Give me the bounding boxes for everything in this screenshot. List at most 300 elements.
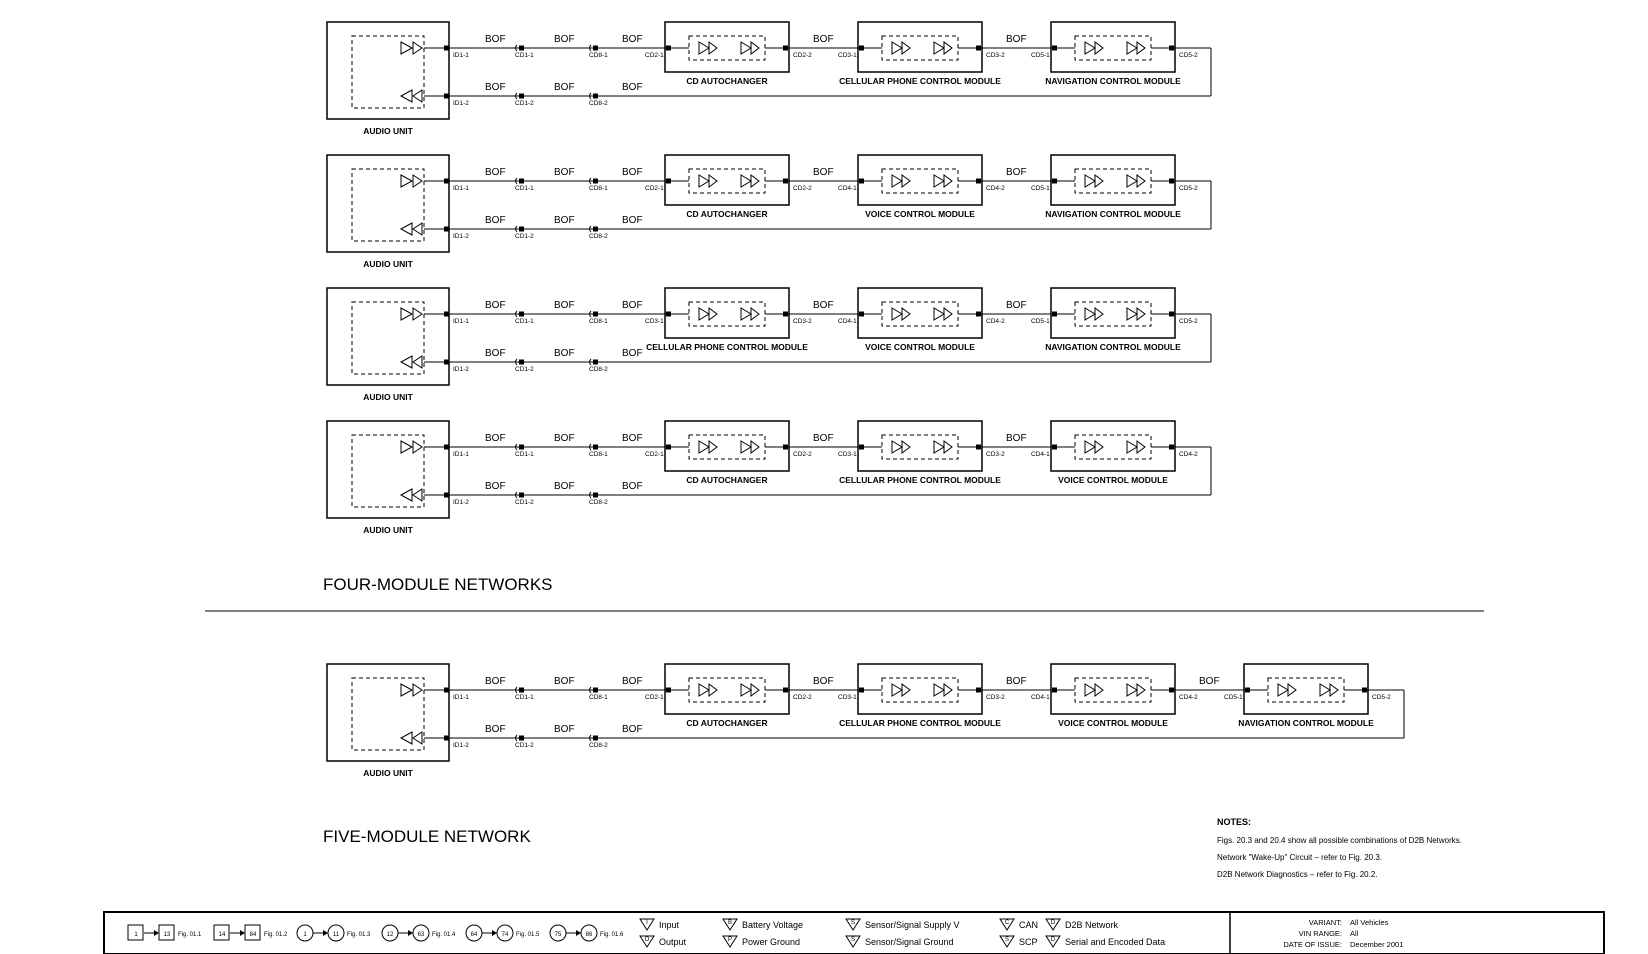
module-label: VOICE CONTROL MODULE (865, 342, 975, 352)
module-pin-in-label: CD5-1 (1031, 52, 1050, 59)
fig-ref-from: 1 (134, 932, 138, 938)
bof-label-top: BOF (485, 167, 506, 178)
module-pin-in-label: CD3-1 (838, 451, 857, 458)
fig-ref-to: 86 (585, 932, 593, 938)
signal-type-mark: S (1004, 937, 1010, 943)
receiver-icon (401, 732, 412, 744)
module-pin-out-label: CD4-2 (986, 185, 1005, 192)
module-pin-in-label: CD5-1 (1224, 694, 1243, 701)
bof-label-link: BOF (1006, 433, 1027, 444)
fig-ref-fig: Fig. 01.6 (600, 932, 624, 938)
arrow-right-icon (492, 930, 497, 936)
module-label: NAVIGATION CONTROL MODULE (1238, 718, 1374, 728)
module-frame (665, 155, 789, 205)
module-box (838, 155, 1005, 219)
module-pin-out (976, 312, 981, 317)
module-label: CELLULAR PHONE CONTROL MODULE (839, 76, 1001, 86)
audio-unit-pin-label-bottom: ID1-2 (453, 742, 469, 749)
module-label: NAVIGATION CONTROL MODULE (1045, 76, 1181, 86)
receiver-icon (892, 441, 902, 453)
connector-pin-label: CD1-1 (515, 318, 534, 325)
module-label: VOICE CONTROL MODULE (1058, 475, 1168, 485)
receiver-icon (413, 90, 422, 102)
bof-label-bottom: BOF (485, 724, 506, 735)
signal-type-label: Sensor/Signal Ground (865, 937, 954, 947)
bof-label-top: BOF (554, 433, 575, 444)
legend-bar (104, 912, 1604, 954)
receiver-icon (892, 175, 902, 187)
module-pin-out (783, 688, 788, 693)
module-inner-box (1075, 169, 1151, 193)
fig-ref-1 (128, 925, 202, 940)
module-pin-in-label: CD4-1 (838, 318, 857, 325)
receiver-icon (699, 175, 709, 187)
module-pin-in (1245, 688, 1250, 693)
notes-heading: NOTES: (1217, 817, 1252, 827)
fig-ref-to: 11 (332, 932, 340, 938)
module-pin-out (976, 688, 981, 693)
module-pin-in-label: CD4-1 (1031, 694, 1050, 701)
module-label: VOICE CONTROL MODULE (865, 209, 975, 219)
module-inner-box (689, 678, 765, 702)
transmitter-icon (934, 175, 944, 187)
module-inner-box (1075, 678, 1151, 702)
bof-label-top: BOF (485, 676, 506, 687)
module-pin-in-label: CD5-1 (1031, 318, 1050, 325)
audio-unit-pin-top (444, 688, 449, 693)
fig-ref-to: 13 (163, 932, 171, 938)
transmitter-icon (1137, 175, 1145, 187)
signal-type-label: Sensor/Signal Supply V (865, 920, 960, 930)
signal-type-label: Battery Voltage (742, 920, 804, 930)
module-pin-in (1052, 445, 1057, 450)
connector-pin-label: CD8-1 (589, 694, 608, 701)
fig-ref-5 (466, 925, 540, 941)
audio-unit-pin-bottom (444, 736, 449, 741)
receiver-icon (902, 308, 910, 320)
symbol-key-group (640, 919, 1165, 947)
module-pin-in (859, 179, 864, 184)
module-box (838, 421, 1005, 485)
module-label: CELLULAR PHONE CONTROL MODULE (839, 475, 1001, 485)
signal-type-mark: O (644, 937, 650, 943)
module-inner-box (882, 36, 958, 60)
module-pin-in (666, 688, 671, 693)
module-pin-out-label: CD5-2 (1372, 694, 1391, 701)
arrow-right-icon (323, 930, 328, 936)
audio-unit-pin-label-bottom: ID1-2 (453, 100, 469, 107)
transmitter-icon (741, 42, 751, 54)
module-inner-box (1075, 302, 1151, 326)
transmitter-icon (1137, 684, 1145, 696)
receiver-icon (902, 42, 910, 54)
signal-type-mark: I (646, 920, 648, 926)
audio-unit-box (327, 155, 449, 252)
bof-label-bottom: BOF (622, 724, 643, 735)
module-frame (1051, 288, 1175, 338)
fig-ref-from: 14 (218, 932, 226, 938)
module-pin-in (1052, 179, 1057, 184)
module-pin-out-label: CD4-2 (986, 318, 1005, 325)
transmitter-icon (1127, 175, 1137, 187)
module-box (1031, 421, 1198, 485)
transmitter-icon (751, 175, 759, 187)
receiver-icon (1085, 684, 1095, 696)
module-inner-box (882, 302, 958, 326)
transmitter-icon (741, 684, 751, 696)
transmitter-icon (413, 308, 422, 320)
transmitter-icon (751, 308, 759, 320)
symbol-key-2 (640, 936, 687, 947)
transmitter-icon (934, 684, 944, 696)
module-pin-out-label: CD2-2 (793, 185, 812, 192)
transmitter-icon (741, 175, 751, 187)
module-box (645, 155, 812, 219)
receiver-icon (892, 308, 902, 320)
module-pin-out (1169, 445, 1174, 450)
fig-ref-from: 64 (470, 932, 478, 938)
meta-block (1283, 918, 1403, 949)
receiver-icon (709, 42, 717, 54)
receiver-icon (902, 175, 910, 187)
transmitter-icon (751, 684, 759, 696)
connector-pin-label: CD8-1 (589, 451, 608, 458)
module-frame (1051, 22, 1175, 72)
transmitter-icon (413, 42, 422, 54)
receiver-icon (709, 175, 717, 187)
bof-label-link: BOF (1006, 167, 1027, 178)
audio-unit-pin-label-bottom: ID1-2 (453, 366, 469, 373)
connector-pin-label: CD8-2 (589, 233, 608, 240)
module-frame (858, 155, 982, 205)
bof-label-top: BOF (622, 34, 643, 45)
module-pin-in-label: CD5-1 (1031, 185, 1050, 192)
receiver-icon (413, 223, 422, 235)
module-inner-box (689, 169, 765, 193)
section-title-five-module: FIVE-MODULE NETWORK (323, 827, 531, 846)
module-pin-out-label: CD5-2 (1179, 318, 1198, 325)
transmitter-icon (741, 441, 751, 453)
module-pin-out-label: CD3-2 (793, 318, 812, 325)
receiver-icon (401, 223, 412, 235)
module-pin-out (1169, 46, 1174, 51)
module-pin-out-label: CD2-2 (793, 694, 812, 701)
audio-unit-pin-bottom (444, 94, 449, 99)
signal-type-label: Output (659, 937, 687, 947)
module-pin-out (1169, 179, 1174, 184)
transmitter-icon (413, 684, 422, 696)
transmitter-icon (1127, 441, 1137, 453)
receiver-icon (699, 441, 709, 453)
connector-pin-label: CD1-2 (515, 742, 534, 749)
receiver-icon (699, 42, 709, 54)
bof-label-link: BOF (813, 433, 834, 444)
module-box (1224, 664, 1391, 728)
module-inner-box (689, 302, 765, 326)
network-1 (327, 22, 1211, 136)
fig-ref-fig: Fig. 01.4 (432, 932, 456, 938)
module-pin-in (859, 445, 864, 450)
module-label: CD AUTOCHANGER (686, 209, 768, 219)
module-frame (1244, 664, 1368, 714)
transmitter-icon (1320, 684, 1330, 696)
audio-unit-box (327, 22, 449, 119)
note-line-3: D2B Network Diagnostics – refer to Fig. 20.2. (1217, 870, 1378, 879)
network-4 (327, 421, 1211, 535)
signal-type-label: Input (659, 920, 680, 930)
signal-type-mark: S (850, 937, 856, 943)
transmitter-icon (944, 684, 952, 696)
module-label: CELLULAR PHONE CONTROL MODULE (839, 718, 1001, 728)
module-pin-in-label: CD4-1 (1031, 451, 1050, 458)
audio-unit-pin-bottom (444, 227, 449, 232)
connector-pin-label: CD1-1 (515, 694, 534, 701)
arrow-right-icon (576, 930, 581, 936)
signal-type-mark: P (727, 937, 733, 943)
module-pin-out-label: CD3-2 (986, 52, 1005, 59)
transmitter-icon (934, 308, 944, 320)
transmitter-icon (1330, 684, 1338, 696)
module-label: CD AUTOCHANGER (686, 76, 768, 86)
fig-ref-from: 1 (303, 932, 307, 938)
transmitter-icon (751, 441, 759, 453)
signal-type-label: D2B Network (1065, 920, 1119, 930)
receiver-icon (1288, 684, 1296, 696)
module-frame (665, 664, 789, 714)
module-inner-box (882, 435, 958, 459)
transmitter-icon (1137, 308, 1145, 320)
receiver-icon (892, 684, 902, 696)
module-box (1031, 288, 1198, 352)
audio-unit-pin-top (444, 46, 449, 51)
module-pin-in-label: CD3-1 (838, 694, 857, 701)
receiver-icon (699, 308, 709, 320)
bof-label-top: BOF (554, 676, 575, 687)
module-box (645, 664, 812, 728)
receiver-icon (413, 356, 422, 368)
audio-unit-pin-label-top: ID1-1 (453, 318, 469, 325)
module-pin-out-label: CD2-2 (793, 52, 812, 59)
module-label: CD AUTOCHANGER (686, 718, 768, 728)
bof-label-bottom: BOF (554, 215, 575, 226)
receiver-icon (1085, 441, 1095, 453)
bof-label-link: BOF (1006, 34, 1027, 45)
module-inner-box (882, 678, 958, 702)
bof-label-link: BOF (1006, 300, 1027, 311)
bof-label-link: BOF (813, 676, 834, 687)
connector-pin-label: CD1-2 (515, 499, 534, 506)
fig-ref-to: 84 (249, 932, 257, 938)
module-pin-out (976, 179, 981, 184)
module-pin-in-label: CD2-1 (645, 451, 664, 458)
module-frame (1051, 155, 1175, 205)
transmitter-icon (413, 175, 422, 187)
module-pin-in (1052, 46, 1057, 51)
module-label: CELLULAR PHONE CONTROL MODULE (646, 342, 808, 352)
symbol-key-4 (723, 936, 800, 947)
bof-label-link: BOF (1199, 676, 1220, 687)
receiver-icon (1085, 175, 1095, 187)
connector-pin-label: CD1-2 (515, 366, 534, 373)
transmitter-icon (944, 441, 952, 453)
connector-pin-label: CD8-2 (589, 366, 608, 373)
module-box (645, 421, 812, 485)
module-frame (1051, 664, 1175, 714)
fig-ref-to: 74 (501, 932, 509, 938)
transmitter-icon (1127, 684, 1137, 696)
signal-type-mark: B (727, 920, 733, 926)
note-line-1: Figs. 20.3 and 20.4 show all possible combinations of D2B Networks. (1217, 836, 1463, 845)
module-box (838, 664, 1005, 728)
bof-label-link: BOF (1006, 676, 1027, 687)
module-pin-out-label: CD3-2 (986, 694, 1005, 701)
symbol-key-3 (723, 919, 803, 930)
module-frame (1051, 421, 1175, 471)
audio-unit-label: AUDIO UNIT (363, 259, 413, 269)
arrow-right-icon (408, 930, 413, 936)
transmitter-icon (1137, 441, 1145, 453)
module-pin-in (666, 179, 671, 184)
audio-unit-label: AUDIO UNIT (363, 126, 413, 136)
module-pin-in-label: CD2-1 (645, 185, 664, 192)
audio-unit-label: AUDIO UNIT (363, 392, 413, 402)
module-pin-out-label: CD4-2 (1179, 694, 1198, 701)
audio-unit-pin-label-top: ID1-1 (453, 451, 469, 458)
bof-label-bottom: BOF (622, 215, 643, 226)
variant-value: All Vehicles (1350, 918, 1389, 927)
transmitter-icon (401, 175, 412, 187)
fig-ref-fig: Fig. 01.1 (178, 932, 202, 938)
bof-label-top: BOF (554, 300, 575, 311)
transmitter-icon (401, 42, 412, 54)
module-box (645, 22, 812, 86)
bof-label-top: BOF (485, 34, 506, 45)
variant-label: VARIANT: (1308, 918, 1342, 927)
module-pin-out-label: CD5-2 (1179, 185, 1198, 192)
receiver-icon (709, 684, 717, 696)
module-box (1031, 664, 1198, 728)
connector-pin-label: CD8-2 (589, 499, 608, 506)
module-pin-out (976, 445, 981, 450)
bof-label-top: BOF (622, 676, 643, 687)
bof-label-link: BOF (813, 300, 834, 311)
module-pin-in (859, 312, 864, 317)
connector-pin-label: CD8-1 (589, 185, 608, 192)
module-pin-out (783, 46, 788, 51)
network-5 (327, 664, 1404, 778)
symbol-key-1 (640, 919, 680, 930)
module-frame (665, 421, 789, 471)
connector-pin-label: CD1-2 (515, 233, 534, 240)
module-pin-in-label: CD3-1 (645, 318, 664, 325)
symbol-key-10 (1046, 936, 1165, 947)
fig-ref-fig: Fig. 01.3 (347, 932, 371, 938)
receiver-icon (1095, 441, 1103, 453)
receiver-icon (401, 90, 412, 102)
module-pin-out (1169, 688, 1174, 693)
module-label: NAVIGATION CONTROL MODULE (1045, 209, 1181, 219)
module-label: NAVIGATION CONTROL MODULE (1045, 342, 1181, 352)
bof-label-bottom: BOF (554, 724, 575, 735)
notes-block (1217, 817, 1462, 879)
module-pin-in (666, 445, 671, 450)
bof-label-bottom: BOF (485, 348, 506, 359)
transmitter-icon (934, 441, 944, 453)
module-inner-box (689, 435, 765, 459)
bof-label-top: BOF (622, 167, 643, 178)
module-inner-box (1075, 36, 1151, 60)
audio-unit-pin-label-top: ID1-1 (453, 185, 469, 192)
receiver-icon (902, 684, 910, 696)
network-3 (327, 288, 1211, 402)
bof-label-link: BOF (813, 34, 834, 45)
signal-type-mark: D (1050, 920, 1056, 926)
transmitter-icon (751, 42, 759, 54)
receiver-icon (1085, 308, 1095, 320)
module-inner-box (882, 169, 958, 193)
symbol-key-6 (846, 936, 954, 947)
module-pin-out-label: CD5-2 (1179, 52, 1198, 59)
fig-ref-to: 63 (417, 932, 425, 938)
receiver-icon (413, 489, 422, 501)
bof-label-bottom: BOF (554, 481, 575, 492)
module-label: VOICE CONTROL MODULE (1058, 718, 1168, 728)
transmitter-icon (1127, 42, 1137, 54)
module-pin-out (1362, 688, 1367, 693)
transmitter-icon (401, 441, 412, 453)
audio-unit-label: AUDIO UNIT (363, 525, 413, 535)
module-frame (665, 288, 789, 338)
transmitter-icon (1127, 308, 1137, 320)
module-inner-box (1075, 435, 1151, 459)
arrow-right-icon (240, 930, 245, 936)
audio-unit-box (327, 421, 449, 518)
module-frame (858, 288, 982, 338)
module-pin-out (1169, 312, 1174, 317)
audio-unit-box (327, 288, 449, 385)
fig-ref-from: 12 (386, 932, 394, 938)
audio-unit-label: AUDIO UNIT (363, 768, 413, 778)
signal-type-mark: C (1004, 920, 1010, 926)
symbol-key-9 (1046, 919, 1119, 930)
module-pin-in (666, 46, 671, 51)
bof-label-bottom: BOF (554, 82, 575, 93)
symbol-key-5 (846, 919, 960, 930)
connector-pin-label: CD1-1 (515, 185, 534, 192)
receiver-icon (1095, 684, 1103, 696)
networks-layer (327, 22, 1404, 778)
audio-unit-box (327, 664, 449, 761)
bof-label-bottom: BOF (622, 348, 643, 359)
module-inner-box (1268, 678, 1344, 702)
module-box (1031, 22, 1198, 86)
bof-label-link: BOF (813, 167, 834, 178)
receiver-icon (413, 732, 422, 744)
module-frame (665, 22, 789, 72)
transmitter-icon (944, 175, 952, 187)
fig-ref-2 (214, 925, 288, 940)
module-pin-in (666, 312, 671, 317)
transmitter-icon (413, 441, 422, 453)
audio-unit-pin-label-bottom: ID1-2 (453, 233, 469, 240)
transmitter-icon (401, 308, 412, 320)
signal-type-label: Serial and Encoded Data (1065, 937, 1166, 947)
bof-label-top: BOF (554, 34, 575, 45)
connector-pin-label: CD1-1 (515, 52, 534, 59)
receiver-icon (699, 684, 709, 696)
symbol-key-7 (1000, 919, 1038, 930)
fig-ref-from: 75 (554, 932, 562, 938)
